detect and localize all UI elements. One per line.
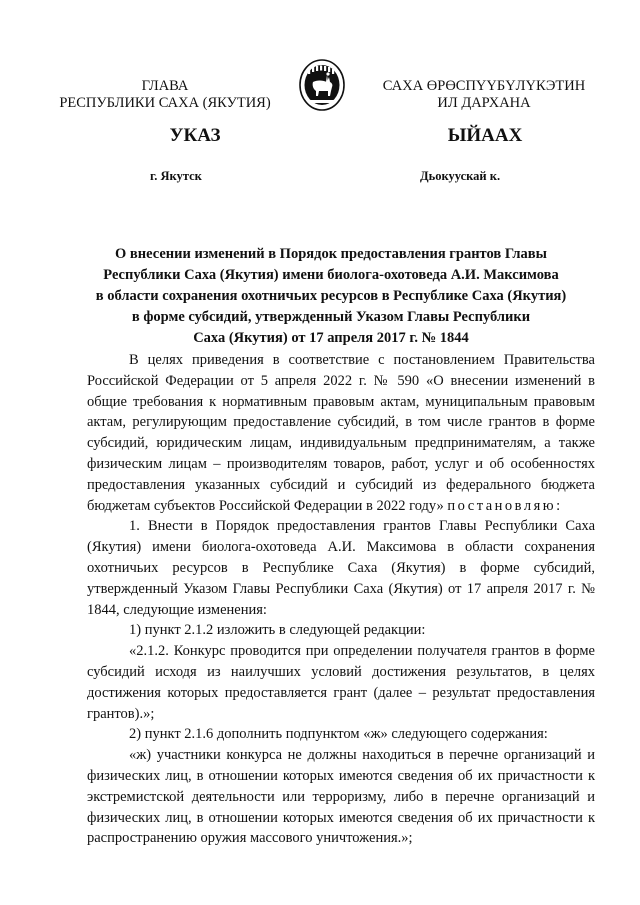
- paragraph-1: 1. Внести в Порядок предоставления грантов Главы Республики Саха (Якутия) имени биолога-охотоведа А.И. Максимова в области сохранения охотничьих ресурсов в Республике Саха (Якутия) в форме субсидий, утвержденный Указом Главы Республики Саха (Якутия) от 17 апреля 2017 г. № 1844, следующие изменения:: [87, 518, 595, 618]
- header-right: [350, 78, 618, 112]
- paragraph-1-item-1: 1) пункт 2.1.2 изложить в следующей редакции:: [129, 622, 426, 639]
- title-line: в форме субсидий, утвержденный Указом Главы Республики: [131, 309, 531, 325]
- paragraph-1-item-2-text: «ж) участники конкурса не должны находиться в перечне организаций и физических лиц, в отношении которых имеются сведения об их причастности к экстремистской деятельности или терроризму, либо в перечне организаций и физических лиц, в отношении которых имеются сведения об их причастности к распространению оружия массового уничтожения.»;: [87, 747, 595, 847]
- intro-action: постановляю:: [447, 497, 563, 514]
- document-body: [87, 350, 595, 849]
- document-title: [88, 244, 574, 349]
- header-right-line2: ИЛ ДАРХАНА: [437, 95, 531, 111]
- paragraph-1-item-2: 2) пункт 2.1.6 дополнить подпунктом «ж» следующего содержания:: [129, 726, 548, 743]
- intro-text: В целях приведения в соответствие с постановлением Правительства Российской Федерации от 5 апреля 2022 г. № 590 «О внесении изменений в общие требования к нормативным правовым актам, муниципальным правовым актам, регулирующим предоставление субсидий, в том числе грантов в форме субсидий, юридическим лицам, индивидуальным предпринимателям, а также физическим лицам – производителям товаров, работ, услуг и об особенностях предоставления указанных субсидий и субсидий из федерального бюджета бюджетам субъектов Российской Федерации в 2022 году»: [87, 352, 595, 514]
- title-line: Республики Саха (Якутия) имени биолога-охотоведа А.И. Максимова: [103, 267, 559, 283]
- decree-label-sakha: ЫЙААХ: [447, 125, 523, 146]
- coat-of-arms-icon: [297, 58, 347, 112]
- city-sakha: Дьокуускай к.: [420, 169, 501, 183]
- city-ru: г. Якутск: [150, 169, 202, 183]
- intro-paragraph: [87, 350, 595, 516]
- title-line: в области сохранения охотничьих ресурсов в Республике Саха (Якутия): [95, 288, 567, 304]
- decree-label-ru: УКАЗ: [169, 125, 221, 146]
- header-left-line2: РЕСПУБЛИКИ САХА (ЯКУТИЯ): [59, 95, 271, 111]
- title-line: О внесении изменений в Порядок предоставления грантов Главы: [115, 246, 547, 262]
- title-line: Саха (Якутия) от 17 апреля 2017 г. № 1844: [193, 330, 469, 346]
- header-left-line1: ГЛАВА: [141, 78, 189, 94]
- header-right-line1: САХА ӨРӨСПҮҮБҮЛҮКЭТИН: [382, 78, 586, 94]
- paragraph-1-item-1-text: «2.1.2. Конкурс проводится при определении получателя грантов в форме субсидий исходя из наилучших условий достижения результатов, в целях достижения которых предоставляется грант (далее – результат предоставления грантов).»;: [87, 643, 595, 722]
- header-left: [40, 78, 290, 112]
